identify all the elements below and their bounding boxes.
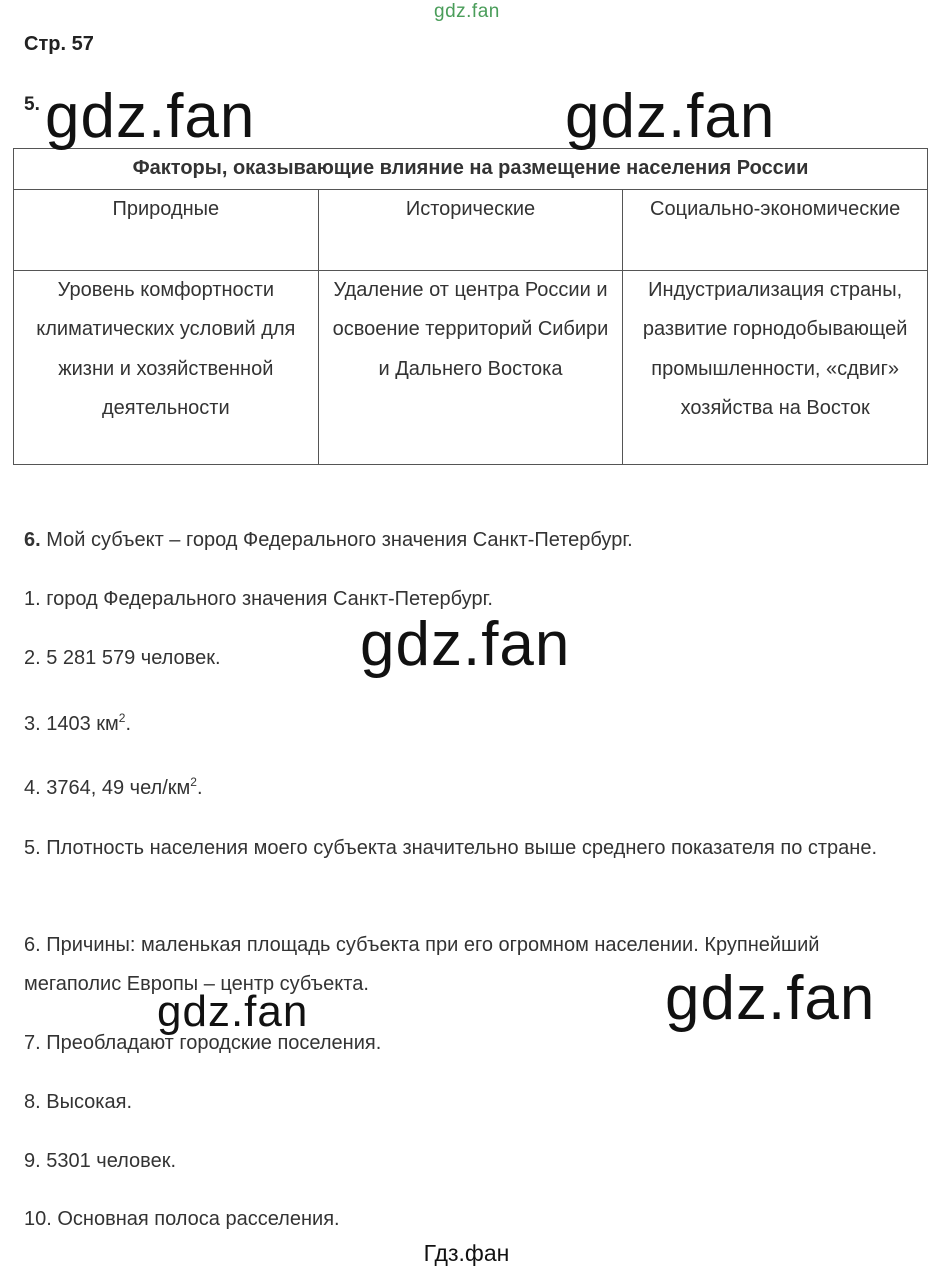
column-socioeconomic: Социально-экономические: [623, 189, 928, 270]
watermark-top: gdz.fan: [434, 1, 500, 22]
page-number: Стр. 57: [24, 33, 94, 55]
factors-table: [13, 148, 928, 465]
answer-item-6: 6. Причины: маленькая площадь субъекта при его огромном населении. Крупнейший мегаполис Европы – центр субъекта.: [24, 934, 820, 995]
answer-item-3-text: 3. 1403 км: [24, 713, 119, 735]
watermark: gdz.fan: [360, 610, 571, 679]
task-6-number: 6.: [24, 529, 41, 551]
cell-socioeconomic: Индустриализация страны, развитие горнодобывающей промышленности, «сдвиг» хозяйства на Восток: [623, 270, 928, 464]
watermark: gdz.fan: [565, 82, 776, 151]
answer-item-2: 2. 5 281 579 человек.: [24, 647, 221, 669]
table-columns-row: [14, 189, 928, 270]
answer-item-3: [24, 705, 131, 744]
watermark: gdz.fan: [157, 987, 309, 1036]
superscript-2: 2: [118, 711, 126, 725]
period: .: [196, 777, 203, 799]
column-natural: Природные: [14, 189, 319, 270]
table-row: [14, 270, 928, 464]
answer-item-10: 10. Основная полоса расселения.: [24, 1208, 340, 1230]
column-historical: Исторические: [318, 189, 623, 270]
table-title: Факторы, оказывающие влияние на размещение населения России: [14, 149, 928, 190]
watermark: gdz.fan: [45, 82, 256, 151]
period: .: [125, 713, 132, 735]
answer-item-1: 1. город Федерального значения Санкт-Петербург.: [24, 588, 493, 610]
task-5-label: 5.: [24, 94, 40, 115]
table-header-row: [14, 149, 928, 190]
cell-historical: Удаление от центра России и освоение территорий Сибири и Дальнего Востока: [318, 270, 623, 464]
cell-natural: Уровень комфортности климатических условий для жизни и хозяйственной деятельности: [14, 270, 319, 464]
answer-item-4: [24, 769, 203, 808]
superscript-2: 2: [190, 775, 197, 789]
task-6-intro: [24, 521, 633, 560]
answer-item-5: 5. Плотность населения моего субъекта значительно выше среднего показателя по стране.: [24, 837, 878, 859]
answer-item-7: 7. Преобладают городские поселения.: [24, 1032, 382, 1054]
answer-item-8: 8. Высокая.: [24, 1091, 132, 1113]
footer-site-name: Гдз.фан: [423, 1240, 510, 1266]
watermark: gdz.fan: [665, 964, 876, 1033]
answer-item-4-text: 4. 3764, 49 чел/км: [24, 777, 191, 799]
answer-item-9: 9. 5301 человек.: [24, 1150, 177, 1172]
task-6-intro-text: Мой субъект – город Федерального значения Санкт-Петербург.: [40, 529, 633, 551]
